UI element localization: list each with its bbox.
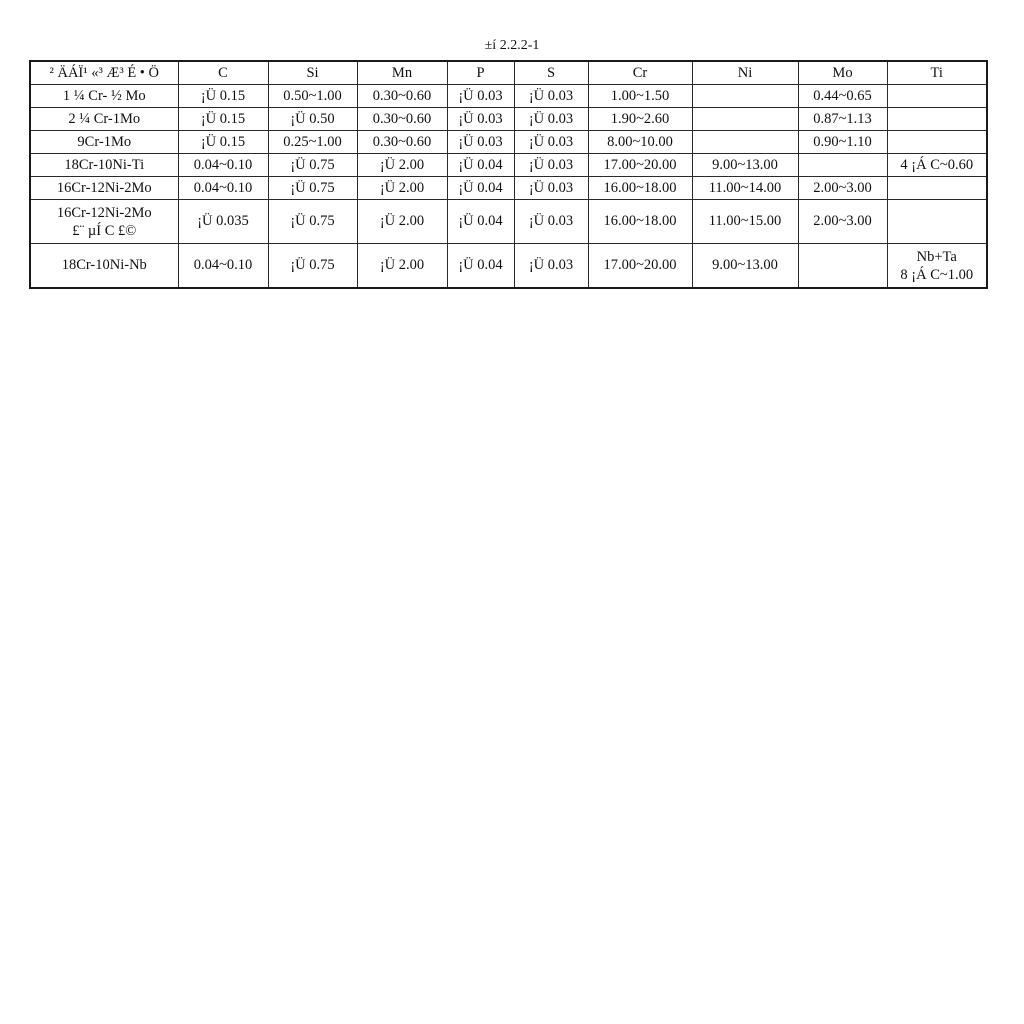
- table-cell: ¡Ü 0.03: [514, 131, 588, 154]
- table-cell: [887, 244, 987, 289]
- header-mo: Mo: [798, 61, 887, 85]
- table-cell: ¡Ü 2.00: [357, 154, 447, 177]
- header-material: ² ÄÁÏ¹ «³ Æ³ É • Ö: [30, 61, 178, 85]
- table-cell: 0.25~1.00: [268, 131, 357, 154]
- table-row: [30, 154, 987, 177]
- table-cell: ¡Ü 0.50: [268, 108, 357, 131]
- table-cell: [798, 244, 887, 289]
- table-cell: ¡Ü 0.03: [514, 200, 588, 244]
- header-c: C: [178, 61, 268, 85]
- table-row: [30, 131, 987, 154]
- table-cell: 2.00~3.00: [798, 177, 887, 200]
- table-cell: ¡Ü 0.15: [178, 108, 268, 131]
- table-cell: 11.00~14.00: [692, 177, 798, 200]
- table-row: [30, 200, 987, 244]
- table-cell: 0.90~1.10: [798, 131, 887, 154]
- table-cell: ¡Ü 0.03: [447, 108, 514, 131]
- table-cell: 11.00~15.00: [692, 200, 798, 244]
- table-cell: 0.04~0.10: [178, 154, 268, 177]
- table-cell: [887, 108, 987, 131]
- table-cell: [692, 108, 798, 131]
- header-mn: Mn: [357, 61, 447, 85]
- cell-line: 8 ¡Á C~1.00: [900, 266, 974, 283]
- material-cell: 2 ¼ Cr-1Mo: [30, 108, 178, 131]
- table-cell: ¡Ü 2.00: [357, 200, 447, 244]
- table-cell: 4 ¡Á C~0.60: [887, 154, 987, 177]
- table-cell: ¡Ü 0.03: [514, 177, 588, 200]
- table-cell: ¡Ü 0.03: [514, 85, 588, 108]
- table-cell: [887, 177, 987, 200]
- table-cell: 0.50~1.00: [268, 85, 357, 108]
- cell-line: Nb+Ta: [916, 248, 957, 265]
- table-cell: ¡Ü 0.04: [447, 177, 514, 200]
- table-cell: 0.30~0.60: [357, 108, 447, 131]
- header-row: [30, 61, 987, 85]
- material-cell: 18Cr-10Ni-Ti: [30, 154, 178, 177]
- table-row: [30, 85, 987, 108]
- table-cell: 0.04~0.10: [178, 177, 268, 200]
- header-s: S: [514, 61, 588, 85]
- table-cell: 17.00~20.00: [588, 244, 692, 289]
- table-cell: [887, 131, 987, 154]
- table-cell: ¡Ü 0.03: [514, 108, 588, 131]
- table-cell: ¡Ü 2.00: [357, 244, 447, 289]
- table-cell: ¡Ü 0.035: [178, 200, 268, 244]
- table-cell: 16.00~18.00: [588, 177, 692, 200]
- material-cell: [30, 200, 178, 244]
- table-cell: ¡Ü 0.75: [268, 154, 357, 177]
- table-cell: 1.00~1.50: [588, 85, 692, 108]
- table-cell: 0.30~0.60: [357, 131, 447, 154]
- table-cell: ¡Ü 0.03: [514, 244, 588, 289]
- table-cell: 2.00~3.00: [798, 200, 887, 244]
- material-cell: 18Cr-10Ni-Nb: [30, 244, 178, 289]
- table-cell: ¡Ü 0.15: [178, 85, 268, 108]
- table-cell: ¡Ü 0.03: [514, 154, 588, 177]
- table-cell: ¡Ü 0.03: [447, 131, 514, 154]
- material-line: 16Cr-12Ni-2Mo: [56, 204, 152, 221]
- table-cell: [798, 154, 887, 177]
- header-si: Si: [268, 61, 357, 85]
- table-cell: ¡Ü 0.75: [268, 200, 357, 244]
- table-row: [30, 108, 987, 131]
- header-p: P: [447, 61, 514, 85]
- table-cell: [887, 200, 987, 244]
- header-ti: Ti: [887, 61, 987, 85]
- table-cell: ¡Ü 0.75: [268, 177, 357, 200]
- table-cell: 0.87~1.13: [798, 108, 887, 131]
- table-row: [30, 177, 987, 200]
- table-cell: [887, 85, 987, 108]
- table-cell: [692, 85, 798, 108]
- table-cell: ¡Ü 2.00: [357, 177, 447, 200]
- table-cell: ¡Ü 0.04: [447, 244, 514, 289]
- table-cell: 1.90~2.60: [588, 108, 692, 131]
- table-row: [30, 244, 987, 289]
- header-cr: Cr: [588, 61, 692, 85]
- composition-table: [29, 60, 988, 289]
- table-cell: 16.00~18.00: [588, 200, 692, 244]
- table-cell: 9.00~13.00: [692, 244, 798, 289]
- header-ni: Ni: [692, 61, 798, 85]
- material-cell: 16Cr-12Ni-2Mo: [30, 177, 178, 200]
- table-cell: ¡Ü 0.03: [447, 85, 514, 108]
- table-cell: 0.44~0.65: [798, 85, 887, 108]
- table-cell: ¡Ü 0.15: [178, 131, 268, 154]
- material-line: £¨ µÍ C £©: [72, 222, 137, 239]
- material-cell: 9Cr-1Mo: [30, 131, 178, 154]
- table-cell: 0.30~0.60: [357, 85, 447, 108]
- table-cell: 17.00~20.00: [588, 154, 692, 177]
- table-cell: 0.04~0.10: [178, 244, 268, 289]
- table-cell: 9.00~13.00: [692, 154, 798, 177]
- table-cell: ¡Ü 0.04: [447, 154, 514, 177]
- table-cell: [692, 131, 798, 154]
- table-cell: ¡Ü 0.75: [268, 244, 357, 289]
- table-cell: ¡Ü 0.04: [447, 200, 514, 244]
- table-caption: ±í 2.2.2-1: [484, 38, 540, 53]
- material-cell: 1 ¼ Cr- ½ Mo: [30, 85, 178, 108]
- table-cell: 8.00~10.00: [588, 131, 692, 154]
